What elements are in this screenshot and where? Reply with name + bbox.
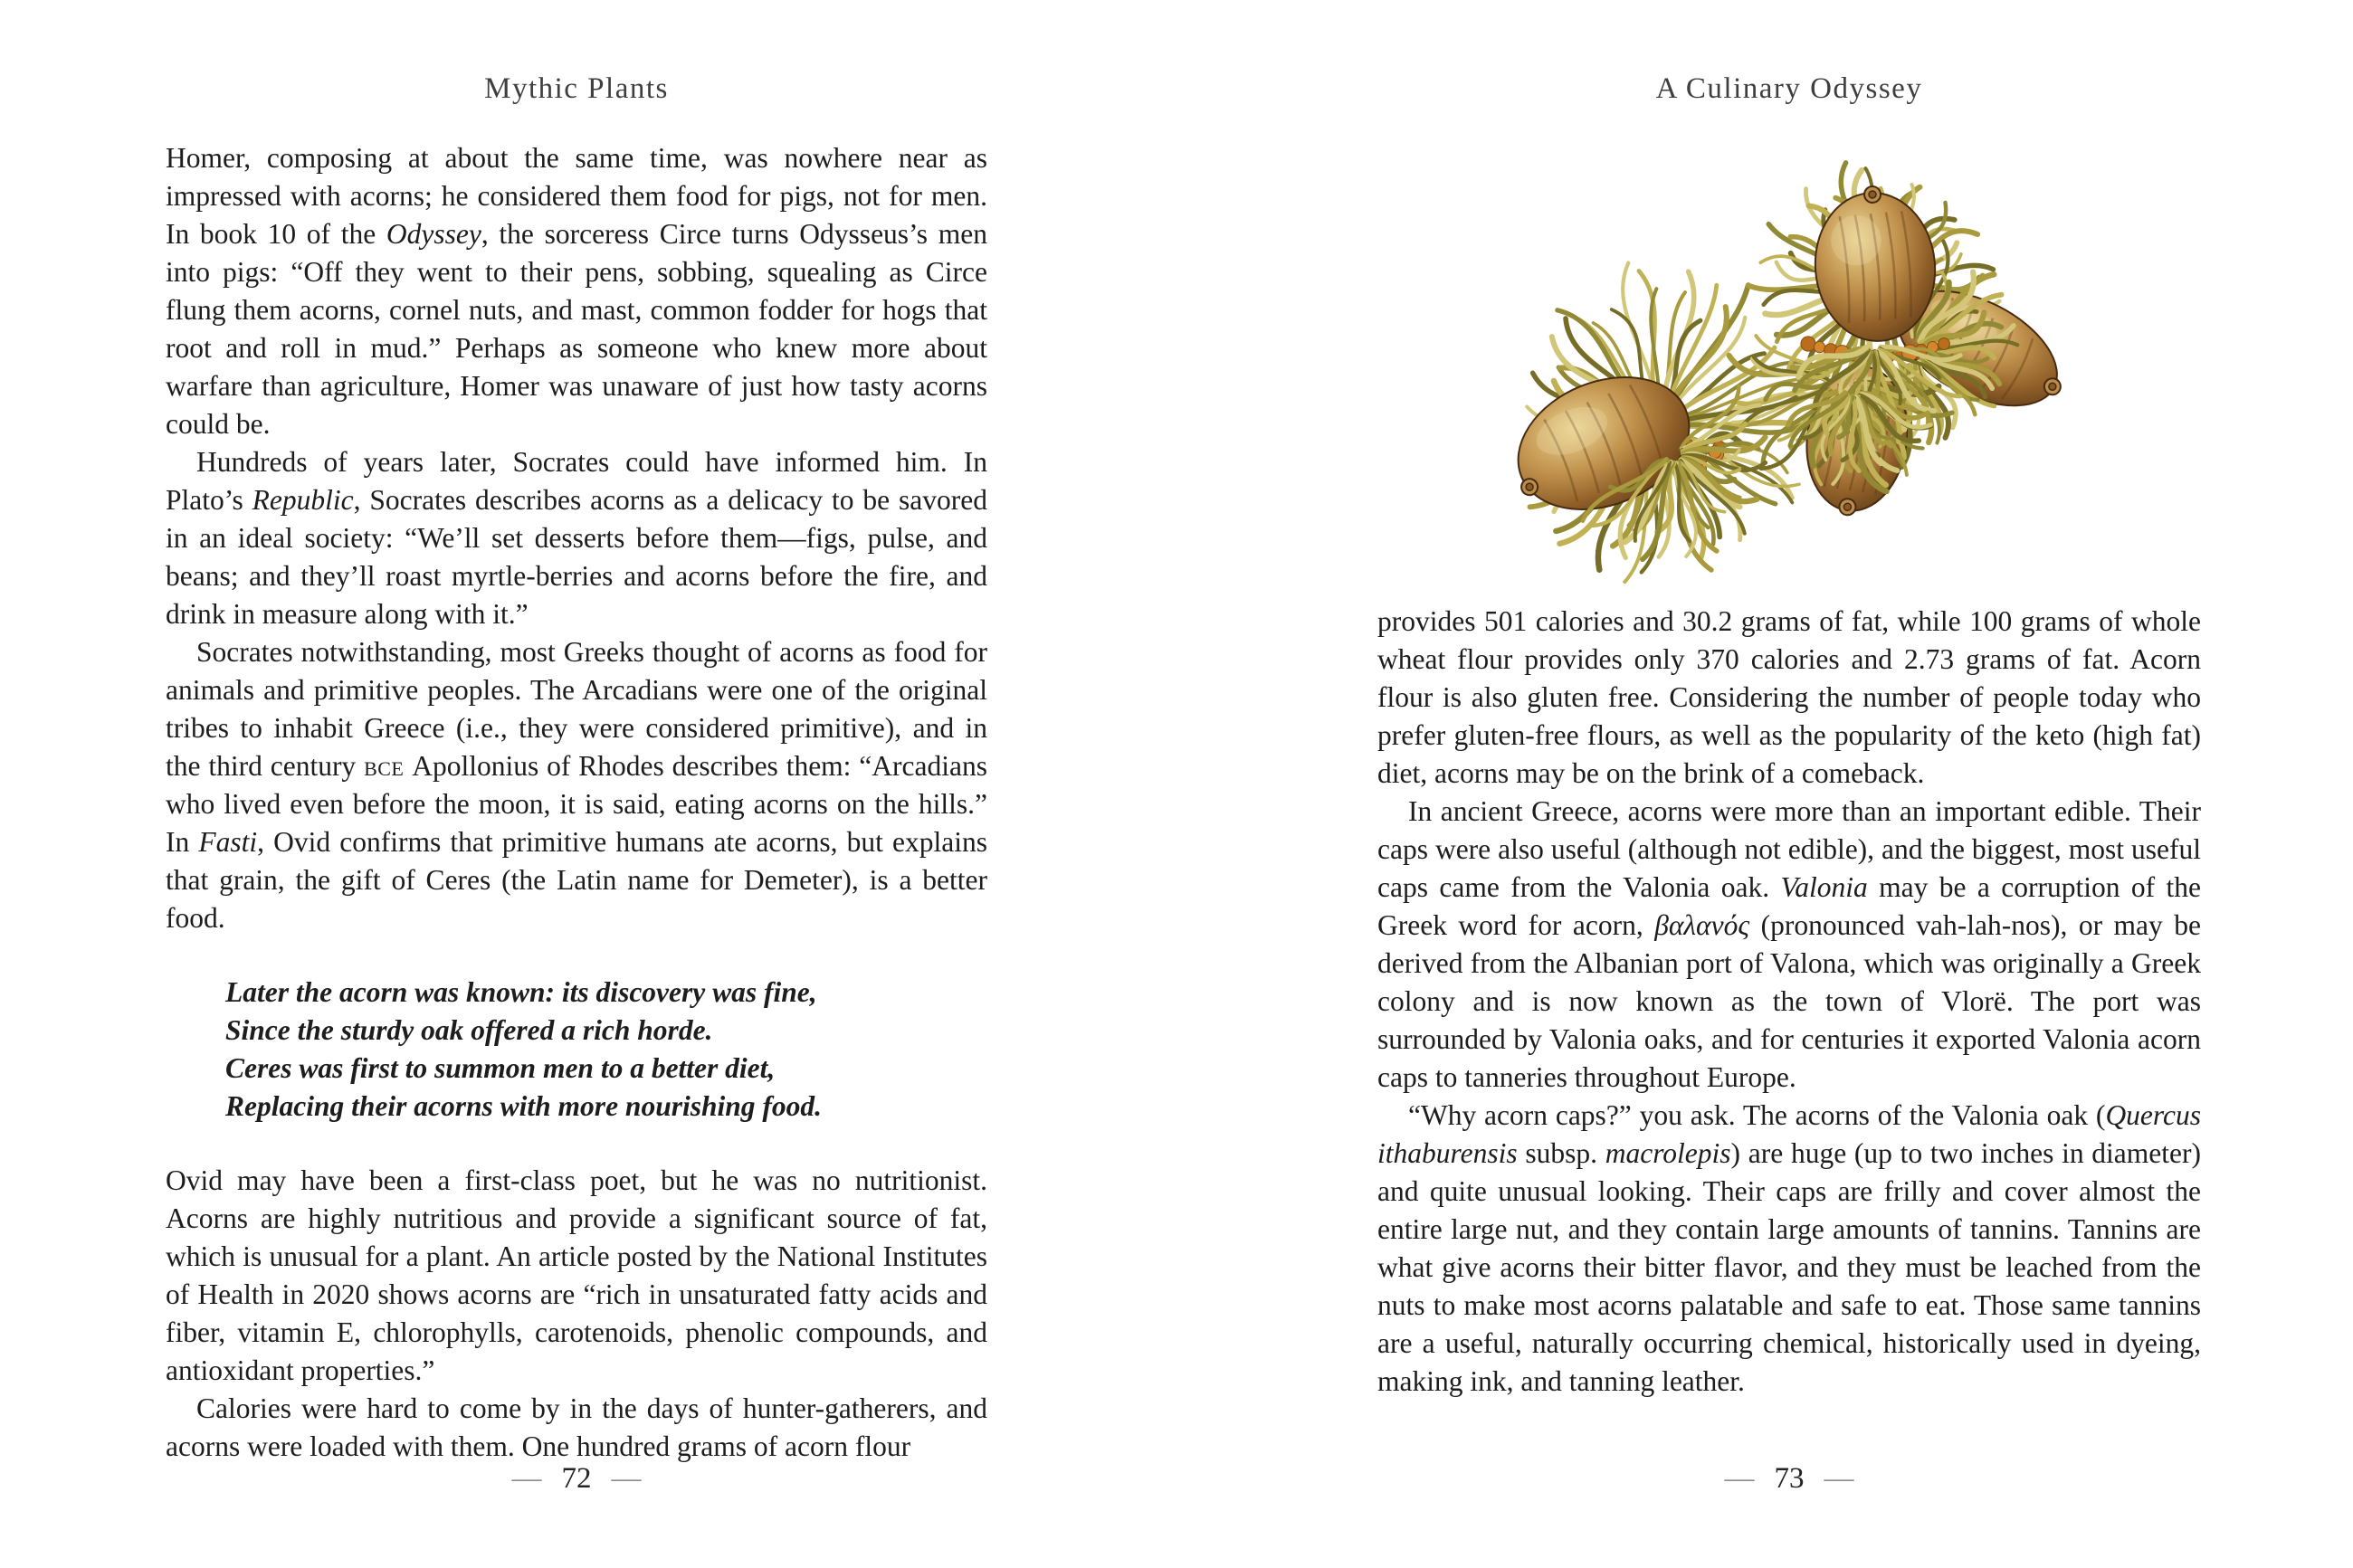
paragraph	[166, 1162, 987, 1390]
left-text-column	[166, 139, 987, 1466]
verse-line: Ceres was first to summon men to a better diet,	[225, 1052, 776, 1084]
page-number-right	[1377, 1462, 2201, 1496]
folio-dash: —	[1824, 1462, 1854, 1495]
verse-line: Since the sturdy oak offered a rich horde.	[225, 1014, 713, 1046]
text-run: Apollonius of Rhodes describes them: “Arcadians who lived even before the moon, it is said, eating acorns on the hills.” In	[166, 750, 987, 858]
italic-text: macrolepis	[1605, 1137, 1731, 1169]
paragraph	[166, 1390, 987, 1466]
italic-text: Republic	[252, 484, 354, 516]
verse-line: Later the acorn was known: its discovery was fine,	[225, 976, 817, 1008]
verse-line: Replacing their acorns with more nourishing food.	[225, 1090, 823, 1122]
text-run: “Why acorn caps?” you ask. The acorns of the Valonia oak (	[1408, 1099, 2106, 1131]
folio-dash: —	[511, 1462, 542, 1495]
italic-text: Valonia	[1780, 871, 1868, 903]
folio-dash: —	[1724, 1462, 1755, 1495]
paragraph	[1377, 1097, 2201, 1401]
text-run: Homer, composing at about the same time, was nowhere near as impressed with acorns; he considered them food for pigs, not for men. In book 10 of the	[166, 142, 987, 250]
paragraph	[1377, 793, 2201, 1097]
text-run: may be a corruption of the Greek word for acorn,	[1377, 871, 2201, 941]
italic-text: Quercus ithaburensis	[1377, 1099, 2201, 1169]
paragraph	[1377, 603, 2201, 793]
page-number-left	[166, 1462, 987, 1496]
small-caps-text: bce	[364, 750, 405, 782]
folio-number: 72	[561, 1462, 592, 1495]
text-run: , Ovid confirms that primitive humans ate acorns, but explains that grain, the gift of Ceres (the Latin name for Demeter), is a better food.	[166, 826, 987, 934]
italic-text: βαλανός	[1654, 909, 1750, 941]
text-run: subsp.	[1517, 1137, 1605, 1169]
text-run: (pronounced vah-lah-nos), or may be derived from the Albanian port of Valona, which was originally a Greek colony and is now known as the town of Vlorë. The port was surrounded by Valonia oaks, and for centuries it exported Valonia acorn caps to tanneries throughout Europe.	[1377, 909, 2201, 1093]
paragraph	[166, 443, 987, 633]
text-run: , Socrates describes acorns as a delicacy to be savored in an ideal society: “We’ll set desserts before them—figs, pulse, and beans; and they’ll roast myrtle-berries and acorns before the fire, and drink in measure along with it.”	[166, 484, 987, 630]
running-head-right: A Culinary Odyssey	[1655, 72, 1923, 105]
italic-text: Odyssey	[386, 218, 481, 250]
italic-text: Fasti	[198, 826, 258, 858]
folio-dash: —	[611, 1462, 642, 1495]
text-run: , the sorceress Circe turns Odysseus’s men into pigs: “Off they went to their pens, sobbing, squealing as Circe flung them acorns, cornel nuts, and mast, common fodder for hogs that root and roll in mud.” Perhaps as someone who knew more about warfare than agriculture, Homer was unaware of just how tasty acorns could be.	[166, 218, 987, 440]
text-run: Socrates notwithstanding, most Greeks thought of acorns as food for animals and primitive peoples. The Arcadians were one of the original tribes to inhabit Greece (i.e., they were considered primitive), and in the third century	[166, 636, 987, 782]
folio-number: 73	[1774, 1462, 1805, 1495]
text-run: In ancient Greece, acorns were more than an important edible. Their caps were also useful (although not edible), and the biggest, most useful caps came from the Valonia oak.	[1377, 795, 2201, 903]
text-run: Ovid may have been a first-class poet, but he was no nutritionist. Acorns are highly nutritious and provide a significant source of fat, which is unusual for a plant. An article posted by the National Institutes of Health in 2020 shows acorns are “rich in unsaturated fatty acids and fiber, vitamin E, chlorophylls, carotenoids, phenolic compounds, and antioxidant properties.”	[166, 1164, 987, 1386]
paragraph	[166, 633, 987, 937]
text-run: provides 501 calories and 30.2 grams of fat, while 100 grams of whole wheat flour provides only 370 calories and 2.73 grams of fat. Acorn flour is also gluten free. Considering the number of people today who prefer gluten-free flours, as well as the popularity of the keto (high fat) diet, acorns may be on the brink of a comeback.	[1377, 605, 2201, 789]
text-run: ) are huge (up to two inches in diameter) and quite unusual looking. Their caps are frilly and cover almost the entire large nut, and they contain large amounts of tannins. Tannins are what give acorns their bitter flavor, and they must be leached from the nuts to make most acorns palatable and safe to eat. Those same tannins are a useful, naturally occurring chemical, historically used in dyeing, making ink, and tanning leather.	[1377, 1137, 2201, 1397]
right-text-column	[1377, 603, 2201, 1401]
verse-quote	[225, 974, 987, 1126]
text-run: Calories were hard to come by in the days of hunter-gatherers, and acorns were loaded with them. One hundred grams of acorn flour	[166, 1392, 987, 1462]
acorn-illustration	[1473, 118, 2089, 606]
paragraph	[166, 139, 987, 443]
text-run: Hundreds of years later, Socrates could have informed him. In Plato’s	[166, 446, 987, 516]
running-head-left: Mythic Plants	[484, 72, 669, 105]
